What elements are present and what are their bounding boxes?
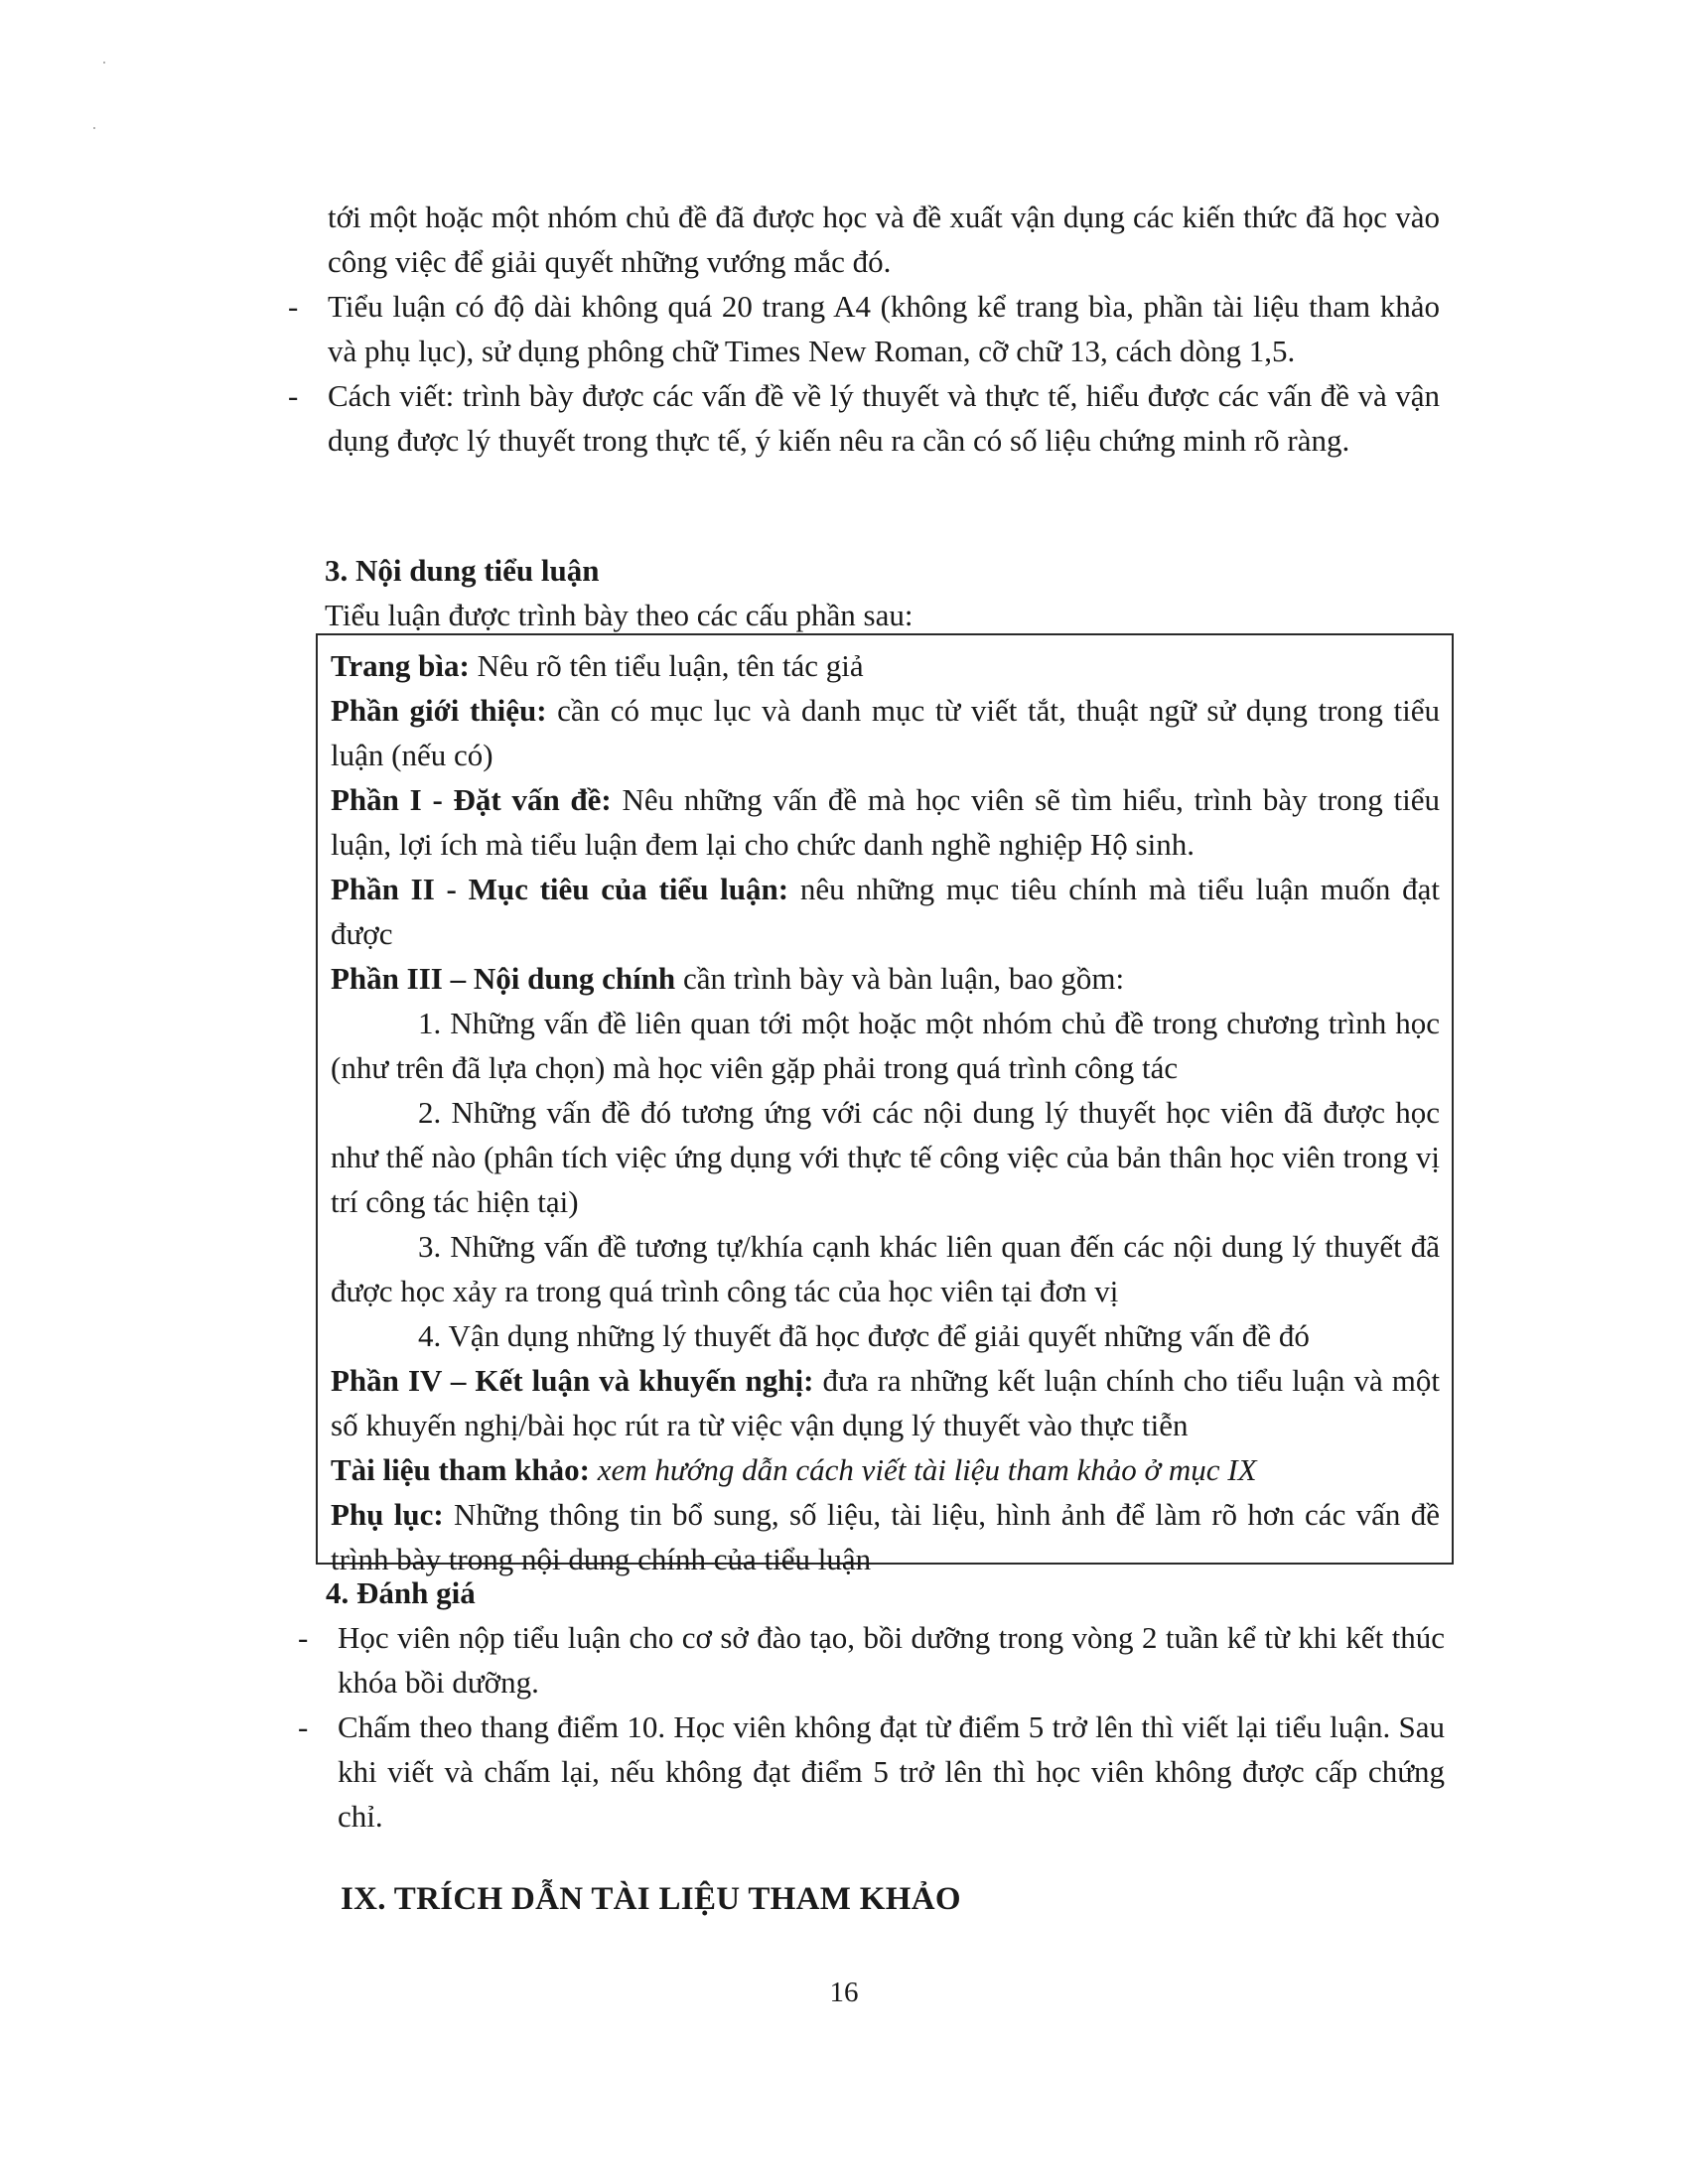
box-label: Trang bìa: xyxy=(331,648,470,683)
list-item-text: Học viên nộp tiểu luận cho cơ sở đào tạo, bồi dưỡng trong vòng 2 tuần kể từ khi kết thúc khóa bồi dưỡng. xyxy=(338,1620,1445,1700)
section-ix-heading: IX. TRÍCH DẪN TÀI LIỆU THAM KHẢO xyxy=(341,1881,961,1917)
list-item-text: Tiểu luận có độ dài không quá 20 trang A4 (không kể trang bìa, phần tài liệu tham khảo và phụ lục), sử dụng phông chữ Times New Roman, cỡ chữ 13, cách dòng 1,5. xyxy=(328,289,1440,368)
section-heading: 4. Đánh giá xyxy=(326,1575,476,1610)
box-point: 3. Những vấn đề tương tự/khía cạnh khác liên quan đến các nội dung lý thuyết đã được học xảy ra trong quá trình công tác của học viên tại đơn vị xyxy=(331,1229,1440,1308)
box-cover xyxy=(331,643,1440,688)
section-heading: 3. Nội dung tiểu luận xyxy=(325,553,600,588)
box-text: nêu những mục tiêu chính mà tiểu luận muốn đạt được xyxy=(331,872,1440,951)
box-label: Phần III – Nội dung chính xyxy=(331,961,676,996)
box-part-1 xyxy=(331,777,1440,867)
list-item-text: Chấm theo thang điểm 10. Học viên không đạt từ điểm 5 trở lên thì viết lại tiểu luận. Sau khi viết và chấm lại, nếu không đạt điểm 5 trở lên thì học viên không được cấp chứng chỉ. xyxy=(338,1709,1445,1834)
box-label: Tài liệu tham khảo: xyxy=(331,1452,590,1487)
box-text: đưa ra những kết luận chính cho tiểu luận và một số khuyến nghị/bài học rút ra từ việc vận dụng lý thuyết vào thực tiễn xyxy=(331,1363,1440,1442)
box-label: Phần IV – Kết luận và khuyến nghị: xyxy=(331,1363,814,1398)
list-item-text: Cách viết: trình bày được các vấn đề về lý thuyết và thực tế, hiểu được các vấn đề và vận dụng được lý thuyết trong thực tế, ý kiến nêu ra cần có số liệu chứng minh rõ ràng. xyxy=(328,378,1440,458)
structure-box xyxy=(316,633,1454,1576)
box-part-4 xyxy=(331,1358,1440,1447)
box-part-2 xyxy=(331,867,1440,956)
box-label: Phần I - Đặt vấn đề: xyxy=(331,782,612,817)
box-text: cần có mục lục và danh mục từ viết tắt, thuật ngữ sử dụng trong tiểu luận (nếu có) xyxy=(331,693,1441,772)
list-item xyxy=(298,1705,1445,1839)
box-text: xem hướng dẫn cách viết tài liệu tham khảo ở mục IX xyxy=(589,1452,1257,1487)
section-intro: Tiểu luận được trình bày theo các cấu phần sau: xyxy=(325,598,914,632)
box-point: 4. Vận dụng những lý thuyết đã học được để giải quyết những vấn đề đó xyxy=(418,1318,1310,1353)
section-3 xyxy=(325,548,1447,637)
section-4 xyxy=(326,1570,1448,1615)
box-label: Phần II - Mục tiêu của tiểu luận: xyxy=(331,872,789,906)
box-text: Nêu những vấn đề mà học viên sẽ tìm hiểu, trình bày trong tiểu luận, lợi ích mà tiểu luận đem lại cho chức danh nghề nghiệp Hộ sinh. xyxy=(331,782,1440,862)
box-text: Nêu rõ tên tiểu luận, tên tác giả xyxy=(469,648,864,683)
box-point: 2. Những vấn đề đó tương ứng với các nội dung lý thuyết học viên đã được học như thế nào (phân tích việc ứng dụng với thực tế công việc của bản thân học viên trong vị trí công tác hiện tại) xyxy=(331,1095,1440,1219)
top-list xyxy=(288,195,1440,463)
list-bullet: - xyxy=(288,378,299,413)
box-text: Những thông tin bổ sung, số liệu, tài liệu, hình ảnh để làm rõ hơn các vấn đề trình bày trong nội dung chính của tiểu luận xyxy=(331,1497,1440,1576)
section-4-list xyxy=(298,1615,1445,1839)
list-item xyxy=(298,1615,1445,1705)
box-label: Phụ lục: xyxy=(331,1497,444,1532)
box-text: cần trình bày và bàn luận, bao gồm: xyxy=(675,961,1125,996)
box-references xyxy=(331,1447,1440,1492)
box-label: Phần giới thiệu: xyxy=(331,693,547,728)
list-bullet: - xyxy=(298,1709,309,1744)
scan-speck xyxy=(103,62,105,64)
list-item xyxy=(288,373,1440,463)
list-item xyxy=(288,284,1440,373)
list-continuation: tới một hoặc một nhóm chủ đề đã được học và đề xuất vận dụng các kiến thức đã học vào công việc để giải quyết những vướng mắc đó. xyxy=(328,200,1440,279)
box-intro xyxy=(331,688,1440,777)
box-point: 1. Những vấn đề liên quan tới một hoặc một nhóm chủ đề trong chương trình học (như trên đã lựa chọn) mà học viên gặp phải trong quá trình công tác xyxy=(331,1006,1440,1085)
list-bullet: - xyxy=(288,289,299,324)
box-part-3 xyxy=(331,956,1440,1001)
list-bullet: - xyxy=(298,1620,309,1655)
scan-speck xyxy=(93,127,95,129)
box-appendix xyxy=(331,1492,1440,1581)
page-number: 16 xyxy=(829,1977,859,2008)
